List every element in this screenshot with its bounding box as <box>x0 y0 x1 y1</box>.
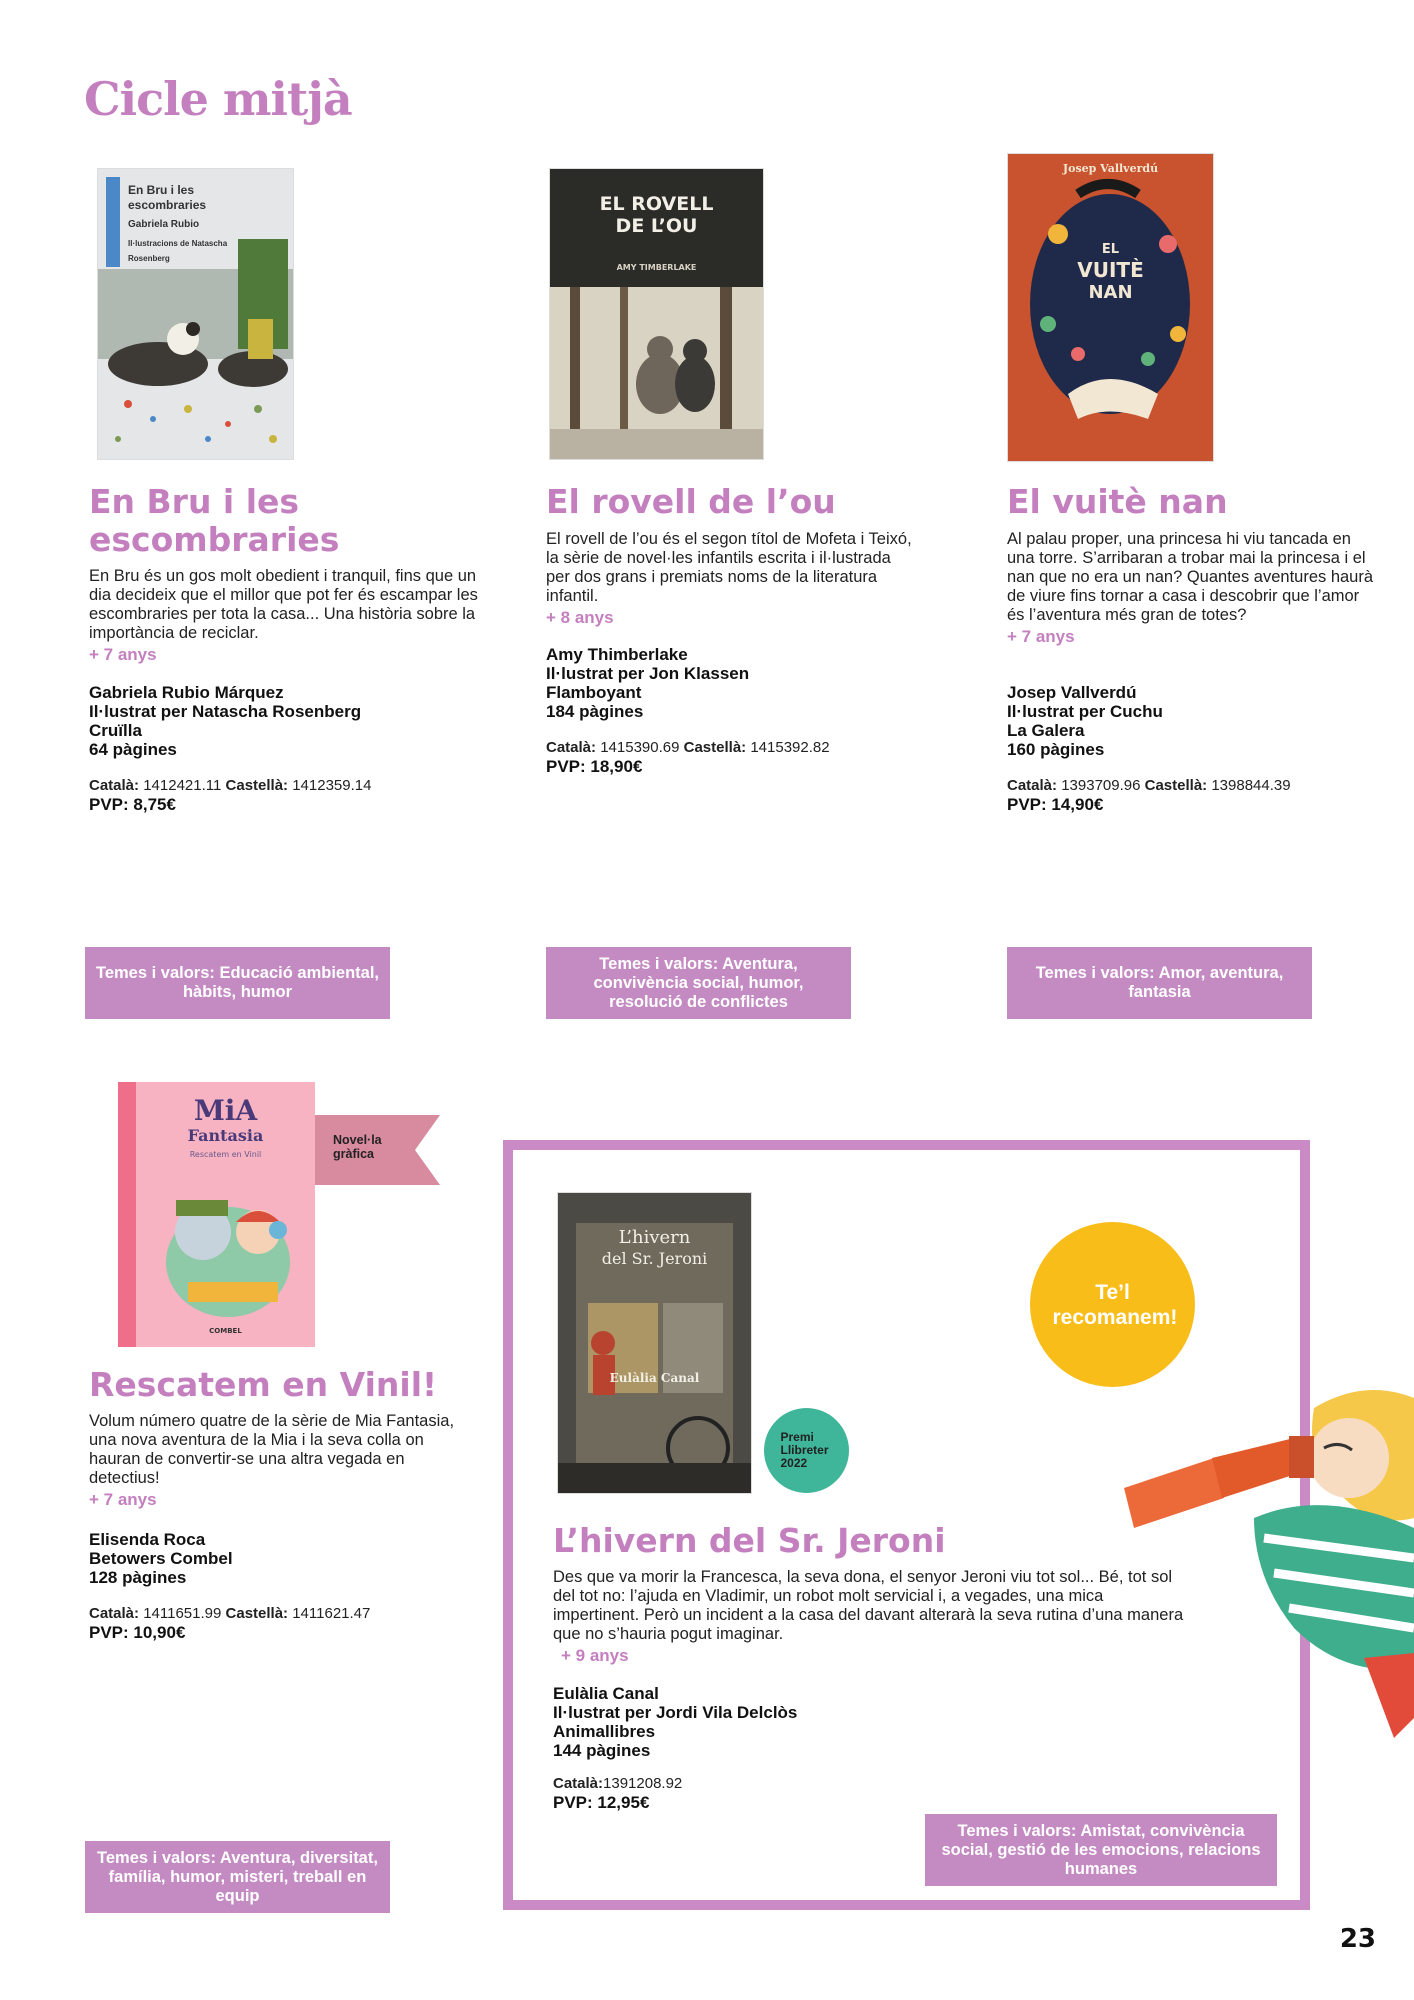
catala-label: Català: <box>89 777 140 794</box>
cover-illustration <box>550 169 763 459</box>
cover-title-1: L’hivern <box>618 1227 691 1248</box>
cover-author: AMY TIMBERLAKE <box>616 263 697 272</box>
girl-with-spyglass-illustration <box>1124 1378 1414 1738</box>
illustrator: Il·lustrat per Cuchu <box>1007 702 1163 721</box>
castella-code: 1398844.39 <box>1211 777 1291 794</box>
pages: 128 pàgines <box>89 1568 187 1587</box>
cover-subtitle: Rescatem en Vinil <box>189 1150 262 1159</box>
catala-label: Català: <box>546 739 597 756</box>
author: Gabriela Rubio Márquez <box>89 683 284 702</box>
book-description <box>546 530 916 627</box>
recommend-label: Te’l recomanem! <box>1052 1280 1178 1329</box>
description-text: El rovell de l’ou és el segon títol de Mofeta i Teixó, la sèrie de novel·les infantils escrita i il·lustrada per dos grans i premiats noms de la literatura infantil. <box>546 530 912 605</box>
book-description <box>553 1568 1193 1665</box>
book-meta <box>89 683 469 759</box>
book-description <box>89 567 484 664</box>
book-codes <box>546 738 946 776</box>
description-text: Des que va morir la Francesca, la seva dona, el senyor Jeroni viu tot sol... Bé, tot sol del tot no: l’ajuda en Vladimir, un robot molt servicial i, a vegades, una mica impertinent. Però un incident a la casa del davant alterarà la seva rutina d’una manera que no s’hauria pogut imaginar. <box>553 1568 1184 1643</box>
cover-illustrator: Il·lustracions de Natascha Rosenberg <box>128 239 228 263</box>
book-meta <box>1007 683 1387 759</box>
book-cover-el-rovell <box>549 168 764 460</box>
book-title: El rovell de l’ou <box>546 482 836 521</box>
cover-author: Eulàlia Canal <box>609 1371 700 1385</box>
award-badge <box>764 1408 849 1493</box>
pages: 64 pàgines <box>89 740 177 759</box>
book-meta <box>553 1684 933 1760</box>
price: PVP: 12,95€ <box>553 1793 650 1812</box>
cover-title-1: MiA <box>193 1094 258 1127</box>
cover-illustration <box>1008 154 1213 461</box>
publisher: La Galera <box>1007 721 1085 740</box>
castella-label: Castellà: <box>683 739 747 756</box>
award-label: Premi Llibreter 2022 <box>780 1430 829 1470</box>
book-codes <box>89 1604 489 1642</box>
cover-title-2: VUITÈ <box>1077 258 1144 282</box>
catala-code: 1393709.96 <box>1061 777 1141 794</box>
book-title: Rescatem en Vinil! <box>89 1365 438 1404</box>
cover-author: Josep Vallverdú <box>1062 162 1159 175</box>
recommend-badge <box>1030 1222 1195 1387</box>
age-label: + 7 anys <box>1007 627 1075 646</box>
book-description <box>89 1412 469 1509</box>
illustrator: Il·lustrat per Jon Klassen <box>546 664 750 683</box>
page-number: 23 <box>1339 1924 1376 1954</box>
catala-code: 1415390.69 <box>600 739 680 756</box>
catala-code: 1412421.11 <box>143 777 222 794</box>
castella-code: 1412359.14 <box>292 777 372 794</box>
catala-label: Català: <box>89 1605 140 1622</box>
book-codes <box>89 776 489 814</box>
book-codes <box>1007 776 1407 814</box>
catala-label: Català: <box>553 1775 604 1792</box>
themes-tag: Temes i valors: Aventura, diversitat, família, humor, misteri, treball en equip <box>85 1841 390 1913</box>
themes-tag: Temes i valors: Aventura, convivència social, humor, resolució de conflictes <box>546 947 851 1019</box>
cover-title-3: NAN <box>1088 282 1133 303</box>
publisher: Flamboyant <box>546 683 642 702</box>
cover-author: Gabriela Rubio <box>128 219 200 230</box>
book-title: L’hivern del Sr. Jeroni <box>553 1521 946 1560</box>
publisher: Animallibres <box>553 1722 656 1741</box>
castella-code: 1411621.47 <box>292 1605 371 1622</box>
themes-tag: Temes i valors: Educació ambiental, hàbits, humor <box>85 947 390 1019</box>
cover-illustration <box>98 169 293 459</box>
cover-title-1: EL <box>1101 242 1120 257</box>
price: PVP: 10,90€ <box>89 1623 186 1642</box>
catala-label: Català: <box>1007 777 1058 794</box>
publisher: Cruïlla <box>89 721 142 740</box>
book-cover-el-vuite-nan <box>1007 153 1214 462</box>
castella-label: Castellà: <box>1144 777 1208 794</box>
cover-title: En Bru i les escombraries <box>128 183 207 212</box>
age-label: + 8 anys <box>546 608 614 627</box>
castella-label: Castellà: <box>225 777 289 794</box>
book-cover-en-bru <box>97 168 294 460</box>
catala-code: 1391208.92 <box>603 1775 683 1792</box>
author: Elisenda Roca <box>89 1530 206 1549</box>
pages: 144 pàgines <box>553 1741 651 1760</box>
book-description <box>1007 530 1377 646</box>
age-label: + 7 anys <box>89 645 157 664</box>
book-meta <box>546 645 926 721</box>
description-text: Al palau proper, una princesa hi viu tancada en una torre. S’arribaran a trobar mai la princesa i el nan que no era un nan? Quantes aventures haurà de viure fins tornar a casa i descobrir que l’amor és l’aventura més gran de totes? <box>1007 530 1374 624</box>
themes-tag: Temes i valors: Amistat, convivència social, gestió de les emocions, relacions humanes <box>925 1814 1277 1886</box>
price: PVP: 8,75€ <box>89 795 176 814</box>
cover-title-2: Fantasia <box>187 1126 264 1145</box>
book-title: El vuitè nan <box>1007 482 1228 521</box>
cover-illustration <box>118 1082 315 1347</box>
author: Josep Vallverdú <box>1007 683 1137 702</box>
age-label: + 7 anys <box>89 1490 157 1509</box>
cover-title-1: EL ROVELL <box>599 193 714 215</box>
themes-tag: Temes i valors: Amor, aventura, fantasia <box>1007 947 1312 1019</box>
author: Amy Thimberlake <box>546 645 688 664</box>
description-text: Volum número quatre de la sèrie de Mia Fantasia, una nova aventura de la Mia i la seva colla on hauran de convertir-se una altra vegada en detectius! <box>89 1412 455 1487</box>
cover-publisher: COMBEL <box>209 1327 242 1335</box>
description-text: En Bru és un gos molt obedient i tranquil, fins que un dia decideix que el millor que pot fer és escampar les escombraries per tota la casa... Una història sobre la importància de reciclar. <box>89 567 478 642</box>
catala-code: 1411651.99 <box>143 1605 222 1622</box>
book-meta <box>89 1530 469 1587</box>
cover-title-2: DE L’OU <box>615 215 698 237</box>
castella-code: 1415392.82 <box>750 739 830 756</box>
castella-label: Castellà: <box>225 1605 289 1622</box>
price: PVP: 14,90€ <box>1007 795 1104 814</box>
illustrator: Betowers Combel <box>89 1549 233 1568</box>
ribbon-label: Novel·la gràfica <box>333 1133 382 1161</box>
book-cover-mia-fantasia <box>118 1082 315 1347</box>
illustrator: Il·lustrat per Jordi Vila Delclòs <box>553 1703 798 1722</box>
illustrator: Il·lustrat per Natascha Rosenberg <box>89 702 362 721</box>
pages: 184 pàgines <box>546 702 644 721</box>
age-label: + 9 anys <box>561 1646 629 1665</box>
book-title: En Bru i les escombraries <box>89 482 340 559</box>
cover-title-2: del Sr. Jeroni <box>601 1249 708 1268</box>
book-cover-hivern-jeroni <box>557 1192 752 1494</box>
price: PVP: 18,90€ <box>546 757 643 776</box>
author: Eulàlia Canal <box>553 1684 659 1703</box>
book-codes <box>553 1774 953 1812</box>
pages: 160 pàgines <box>1007 740 1105 759</box>
section-title: Cicle mitjà <box>84 72 352 126</box>
